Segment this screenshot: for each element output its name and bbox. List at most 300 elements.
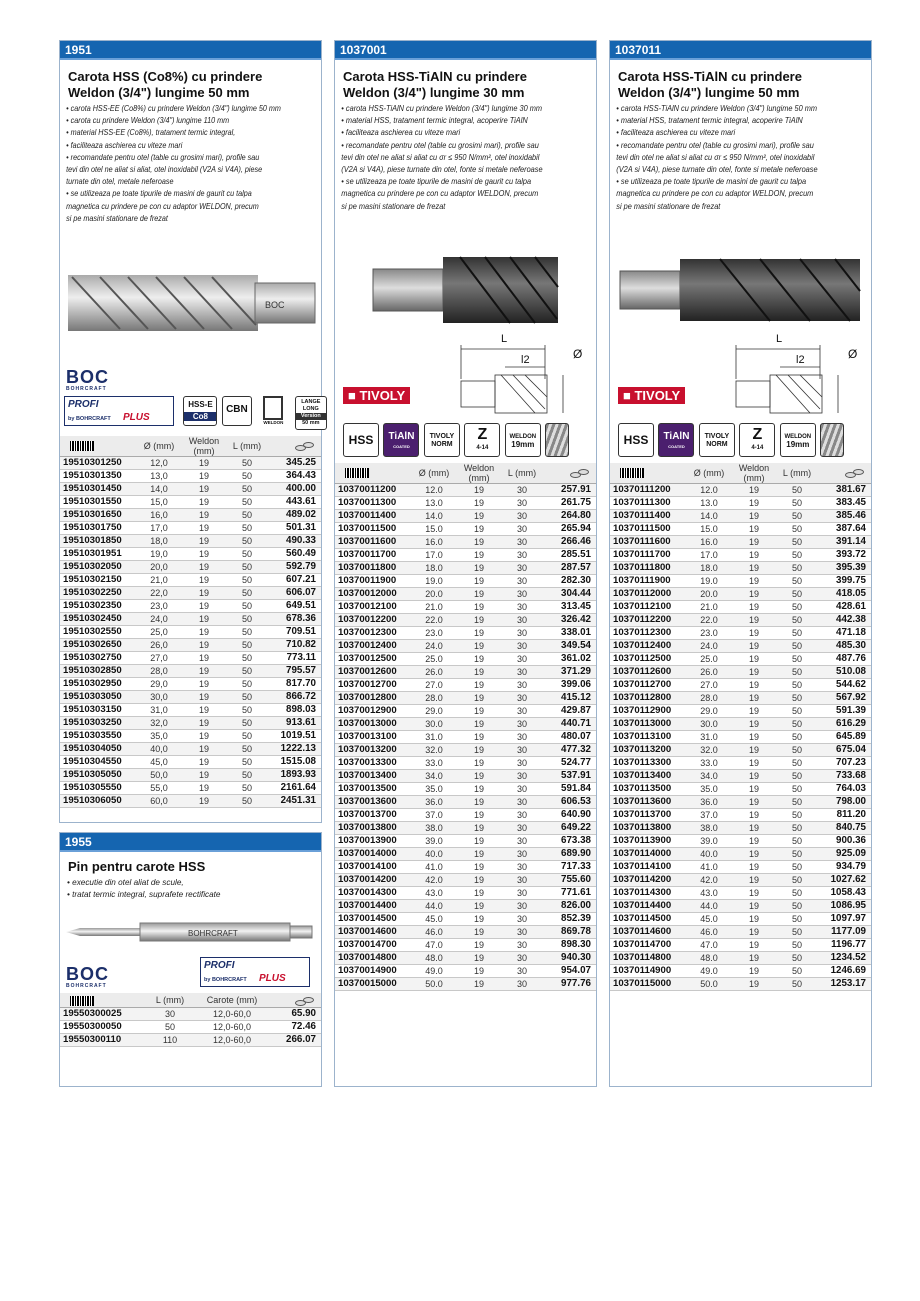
section-code: 1955: [60, 833, 321, 852]
product-code: 10370014000: [335, 847, 415, 860]
price: 487.76: [814, 652, 871, 665]
spec-value: 19: [453, 912, 505, 925]
table-row: [335, 756, 596, 769]
spec-value: 19: [178, 756, 230, 769]
product-code: 10370012100: [335, 600, 415, 613]
spec-value: 19: [453, 886, 505, 899]
tivoly-logo: ■ TIVOLY: [618, 387, 685, 404]
spec-value: 30: [505, 834, 539, 847]
product-code: 19510302150: [60, 574, 140, 587]
product-code: 10370011700: [335, 548, 415, 561]
table-row: [60, 613, 321, 626]
spec-value: 15,0: [140, 496, 178, 509]
spec-value: 19: [178, 717, 230, 730]
spec-value: 30: [505, 938, 539, 951]
product-code: 19550300025: [60, 1007, 140, 1020]
table-row: [610, 665, 871, 678]
product-code: 10370111300: [610, 496, 690, 509]
spec-value: 35.0: [415, 782, 453, 795]
product-code: 10370114900: [610, 964, 690, 977]
product-code: 10370011300: [335, 496, 415, 509]
description-line: magnetica cu prindere pe con cu adaptor WELDON, precum: [66, 201, 259, 211]
spec-value: 19: [178, 509, 230, 522]
spec-value: 19: [728, 847, 780, 860]
price: 345.25: [264, 457, 321, 470]
description: [60, 103, 290, 225]
weldon-badge: WELDON: [256, 396, 290, 430]
spec-value: 39.0: [415, 834, 453, 847]
price: 1515.08: [264, 756, 321, 769]
spec-value: 50: [230, 717, 264, 730]
spec-value: 50: [780, 938, 814, 951]
table-row: [610, 977, 871, 990]
spec-value: 19: [728, 626, 780, 639]
spec-value: 50: [780, 678, 814, 691]
profi-plus-logo: PROFI by BOHRCRAFT PLUS: [64, 396, 174, 426]
table-row: [335, 678, 596, 691]
price-coins-icon: [845, 468, 865, 478]
spec-value: 50: [230, 587, 264, 600]
price-table: L (mm) Carote (mm) 19550300025 30 12,0-60,0 65.90 19550300050 50 12,0-60,0 72.46 19550300110 110 12,0-60,0 266.07: [60, 993, 321, 1047]
spec-value: 32.0: [690, 743, 728, 756]
price: 934.79: [814, 860, 871, 873]
table-row: [60, 1033, 321, 1046]
spec-value: 30: [505, 639, 539, 652]
product-code: 10370114800: [610, 951, 690, 964]
table-row: [60, 509, 321, 522]
spec-value: 110: [140, 1033, 200, 1046]
price: 773.11: [264, 652, 321, 665]
table-row: [610, 535, 871, 548]
section-1951: [59, 40, 322, 823]
table-row: [610, 652, 871, 665]
table-row: [335, 587, 596, 600]
table-row: [335, 899, 596, 912]
table-row: [60, 626, 321, 639]
table-row: [335, 977, 596, 990]
table-row: [610, 587, 871, 600]
table-row: [60, 483, 321, 496]
spec-value: 19: [728, 613, 780, 626]
spec-value: 30: [505, 522, 539, 535]
spec-value: 50: [780, 587, 814, 600]
price: 1234.52: [814, 951, 871, 964]
table-row: [610, 704, 871, 717]
description-line: si pe masini stationare de frezat: [616, 201, 721, 211]
spec-value: 30: [505, 626, 539, 639]
spec-value: 19: [178, 574, 230, 587]
table-row: [610, 730, 871, 743]
spec-value: 12,0: [140, 457, 178, 470]
spec-value: 19: [178, 782, 230, 795]
product-code: 10370013400: [335, 769, 415, 782]
barcode-icon: [70, 441, 94, 451]
product-code: 19510302950: [60, 678, 140, 691]
product-code: 10370111700: [610, 548, 690, 561]
table-row: [610, 938, 871, 951]
product-code: 19510303550: [60, 730, 140, 743]
spec-value: 30: [505, 821, 539, 834]
spec-value: 19: [178, 496, 230, 509]
price: 913.61: [264, 717, 321, 730]
price: 391.14: [814, 535, 871, 548]
product-code: 10370015000: [335, 977, 415, 990]
price: 869.78: [539, 925, 596, 938]
section-title: Carota HSS-TiAlN cu prindere Weldon (3/4") lungime 50 mm: [618, 69, 802, 100]
table-row: [335, 834, 596, 847]
spec-value: 14.0: [690, 509, 728, 522]
price: 567.92: [814, 691, 871, 704]
spec-value: 50: [230, 691, 264, 704]
product-code: 10370113600: [610, 795, 690, 808]
spec-value: 29,0: [140, 678, 178, 691]
product-code: 10370014100: [335, 860, 415, 873]
spec-value: 17.0: [690, 548, 728, 561]
table-row: [60, 730, 321, 743]
spec-value: 19: [728, 483, 780, 496]
spec-value: 24.0: [690, 639, 728, 652]
table-row: [335, 821, 596, 834]
spec-value: 19: [453, 509, 505, 522]
spec-value: 19: [728, 795, 780, 808]
table-row: [610, 860, 871, 873]
spec-value: 21,0: [140, 574, 178, 587]
spec-value: 19: [728, 548, 780, 561]
tivoly-norm-badge: TIVOLY NORM: [699, 423, 735, 457]
spec-value: 27.0: [690, 678, 728, 691]
spec-value: 50: [230, 756, 264, 769]
spec-value: 19: [728, 899, 780, 912]
spec-value: 20.0: [690, 587, 728, 600]
spec-value: 12,0-60,0: [200, 1020, 264, 1033]
spec-value: 29.0: [415, 704, 453, 717]
core-drill-image: [60, 255, 323, 360]
spec-value: 19: [728, 938, 780, 951]
price: 313.45: [539, 600, 596, 613]
table-row: [610, 873, 871, 886]
barcode-icon: [70, 996, 94, 1006]
pin-engraving: BOHRCRAFT: [188, 929, 238, 939]
spec-value: 36.0: [415, 795, 453, 808]
price: 1027.62: [814, 873, 871, 886]
spec-value: 45,0: [140, 756, 178, 769]
spec-value: 29.0: [690, 704, 728, 717]
spec-value: 13.0: [415, 496, 453, 509]
core-drill-image: [610, 239, 873, 339]
description-line: tevi din otel ne aliat si aliat cu σr ≤ 950 N/mm², otel inoxidabil: [616, 152, 815, 162]
table-row: [335, 860, 596, 873]
spec-value: 30: [505, 964, 539, 977]
brand-logo: BOC BOHRCRAFT: [66, 367, 109, 393]
spec-value: 18.0: [690, 561, 728, 574]
table-row: [610, 496, 871, 509]
hss-badge: HSS: [618, 423, 654, 457]
product-image: [335, 239, 596, 339]
spec-value: 60,0: [140, 795, 178, 808]
product-code: 10370114200: [610, 873, 690, 886]
product-code: 10370113100: [610, 730, 690, 743]
product-code: 19510302450: [60, 613, 140, 626]
spec-value: 37.0: [415, 808, 453, 821]
spec-value: 25.0: [690, 652, 728, 665]
product-code: 19510301650: [60, 509, 140, 522]
spec-value: 35.0: [690, 782, 728, 795]
price: 383.45: [814, 496, 871, 509]
spec-value: 19: [453, 938, 505, 951]
product-code: 10370113900: [610, 834, 690, 847]
tivoly-norm-badge: TIVOLY NORM: [424, 423, 460, 457]
table-row: [335, 886, 596, 899]
spec-value: 19: [178, 561, 230, 574]
spec-value: 19: [453, 522, 505, 535]
cbn-badge: CBN: [222, 396, 252, 426]
spec-value: 19: [453, 964, 505, 977]
spec-value: 19: [178, 522, 230, 535]
spec-value: 32,0: [140, 717, 178, 730]
description-line: • carota HSS-TiAlN cu prindere Weldon (3/4") lungime 50 mm: [616, 104, 818, 113]
spec-value: 19: [178, 691, 230, 704]
table-row: [610, 574, 871, 587]
spec-value: 43.0: [690, 886, 728, 899]
engraving: BOC: [265, 300, 285, 311]
table-row: [610, 821, 871, 834]
table-row: [60, 639, 321, 652]
spec-value: 30: [505, 678, 539, 691]
product-code: 10370112300: [610, 626, 690, 639]
price: 415.12: [539, 691, 596, 704]
spec-value: 19: [453, 795, 505, 808]
price: 485.30: [814, 639, 871, 652]
spec-value: 24.0: [415, 639, 453, 652]
spec-value: 13,0: [140, 470, 178, 483]
spec-value: 19: [728, 860, 780, 873]
product-image: [60, 255, 321, 360]
spec-value: 40.0: [415, 847, 453, 860]
spec-value: 50: [230, 548, 264, 561]
spec-value: 19: [728, 600, 780, 613]
spec-value: 30: [505, 691, 539, 704]
table-row: [335, 743, 596, 756]
product-code: 19510306050: [60, 795, 140, 808]
spec-value: 16.0: [690, 535, 728, 548]
product-code: 10370014400: [335, 899, 415, 912]
product-code: 10370014800: [335, 951, 415, 964]
table-row: [610, 886, 871, 899]
l2-label: l2: [521, 353, 530, 366]
spec-value: 47.0: [690, 938, 728, 951]
product-code: 10370011800: [335, 561, 415, 574]
hss-e-badge: HSS-E Co8: [183, 396, 217, 426]
table-row: [335, 795, 596, 808]
product-code: 10370014600: [335, 925, 415, 938]
spec-value: 19: [728, 834, 780, 847]
spec-value: 30: [505, 561, 539, 574]
product-code: 10370112700: [610, 678, 690, 691]
price: 2451.31: [264, 795, 321, 808]
spec-value: 50: [780, 496, 814, 509]
product-code: 19510301350: [60, 470, 140, 483]
price: 645.89: [814, 730, 871, 743]
spec-value: 19: [728, 821, 780, 834]
price: 524.77: [539, 756, 596, 769]
table-row: [610, 548, 871, 561]
product-code: 19550300050: [60, 1020, 140, 1033]
table-row: [60, 522, 321, 535]
dimension-drawing: [610, 332, 871, 415]
spec-value: 19: [728, 730, 780, 743]
spec-value: 19: [178, 652, 230, 665]
table-row: [60, 782, 321, 795]
spec-value: 19: [178, 613, 230, 626]
price-table: Ø (mm) Weldon (mm) L (mm) 10370011200 12.0 19 30 257.91 10370011300 13.0 19 30 261.75 10370011400 14.0 19 30 264.80 10370011500 15.0 19 30 265.94 10370011600 16.0 19 30 266.46 10370011700 17.0 19 30 285.51 10370011800 18.0 19 30 287.57 10370011900 19.0 19 30 282.30 10370012000 20.0 19 30 304.44 10370012100 21.0 19 30 313.45 10370012200 22.0 19 30 326.42 10370012300 23.0 19 30 338.01 10370012400 24.0 19 30 349.54 10370012500 25.0 19 30 361.02 10370012600 26.0 19 30 371.29 10370012700 27.0 19 30 399.06 10370012800 28.0 19 30 415.12 10370012900 29.0 19 30 429.87 10370013000 30.0 19 30 440.71 10370013100 31.0 19 30 480.07 10370013200 32.0 19 30 477.32 10370013300 33.0 19 30 524.77 10370013400 34.0 19 30 537.91 10370013500 35.0 19 30 591.84 10370013600 36.0 19 30 606.53 10370013700 37.0 19 30 640.90 10370013800 38.0 19 30 649.22 10370013900 39.0 19 30 673.38 10370014000 40.0 19 30 689.90 10370014100 41.0 19 30 717.33 10370014200 42.0 19 30 755.60 10370014300 43.0 19 30 771.61 10370014400 44.0 19 30 826.00 10370014500 45.0 19 30 852.39 10370014600 46.0 19 30 869.78 10370014700 47.0 19 30 898.30 10370014800 48.0 19 30 940.30 10370014900 49.0 19 30 954.07 10370015000 50.0 19 30 977.76: [335, 463, 596, 991]
table-row: [335, 964, 596, 977]
table-row: [60, 704, 321, 717]
spec-value: 36.0: [690, 795, 728, 808]
spec-value: 50: [780, 795, 814, 808]
product-code: 10370114600: [610, 925, 690, 938]
core-drill-image: [335, 239, 598, 339]
price: 795.57: [264, 665, 321, 678]
spec-value: 50: [230, 600, 264, 613]
product-code: 10370011400: [335, 509, 415, 522]
spec-value: 50: [230, 626, 264, 639]
description-line: • recomandate pentru otel (table cu grosimi mari), profile sau: [616, 140, 814, 150]
spec-value: 19.0: [415, 574, 453, 587]
spec-value: 19: [728, 925, 780, 938]
price: 1196.77: [814, 938, 871, 951]
spec-value: 30: [505, 808, 539, 821]
spec-value: 50: [780, 977, 814, 990]
spec-value: 30: [505, 574, 539, 587]
spec-value: 14.0: [415, 509, 453, 522]
table-row: [610, 899, 871, 912]
spec-value: 16.0: [415, 535, 453, 548]
spec-value: 50: [780, 574, 814, 587]
price: 1097.97: [814, 912, 871, 925]
spec-value: 19: [728, 535, 780, 548]
spec-value: 50: [780, 834, 814, 847]
tialn-badge: TiAlN COATED: [383, 423, 419, 457]
table-row: [60, 548, 321, 561]
spec-value: 19: [178, 470, 230, 483]
spec-value: 24,0: [140, 613, 178, 626]
spec-value: 50: [230, 743, 264, 756]
table-row: [610, 847, 871, 860]
product-code: 10370013900: [335, 834, 415, 847]
price: 326.42: [539, 613, 596, 626]
price: 501.31: [264, 522, 321, 535]
product-code: 10370012800: [335, 691, 415, 704]
spec-value: 30: [505, 977, 539, 990]
spec-value: 26.0: [415, 665, 453, 678]
spec-value: 50: [230, 470, 264, 483]
spec-value: 21.0: [690, 600, 728, 613]
spec-value: 50: [780, 613, 814, 626]
spec-value: 19: [453, 548, 505, 561]
price: 349.54: [539, 639, 596, 652]
price: 287.57: [539, 561, 596, 574]
table-row: [60, 795, 321, 808]
spec-value: 26,0: [140, 639, 178, 652]
spec-value: 30: [505, 665, 539, 678]
spec-value: 17,0: [140, 522, 178, 535]
spec-value: 19: [453, 977, 505, 990]
table-row: [335, 717, 596, 730]
price: 364.43: [264, 470, 321, 483]
price: 649.22: [539, 821, 596, 834]
profi-plus-logo: PROFI by BOHRCRAFT PLUS: [200, 957, 310, 987]
price: 898.03: [264, 704, 321, 717]
spec-value: 19: [453, 678, 505, 691]
spec-value: 19: [728, 756, 780, 769]
price: 606.07: [264, 587, 321, 600]
product-code: 10370011900: [335, 574, 415, 587]
price: 1222.13: [264, 743, 321, 756]
table-row: [610, 782, 871, 795]
table-row: [610, 509, 871, 522]
spec-value: 17.0: [415, 548, 453, 561]
spec-value: 50: [780, 756, 814, 769]
spec-value: 22.0: [415, 613, 453, 626]
description-line: si pe masini stationare de frezat: [341, 201, 446, 211]
spec-value: 19: [178, 665, 230, 678]
table-row: [610, 639, 871, 652]
price: 717.33: [539, 860, 596, 873]
spec-value: 30.0: [415, 717, 453, 730]
spec-value: 50: [780, 743, 814, 756]
price: 678.36: [264, 613, 321, 626]
product-code: 10370112500: [610, 652, 690, 665]
spec-value: 27,0: [140, 652, 178, 665]
spec-value: 50: [780, 535, 814, 548]
spec-value: 19: [453, 691, 505, 704]
product-code: 10370112900: [610, 704, 690, 717]
spec-value: 19: [453, 639, 505, 652]
spec-value: 50: [780, 600, 814, 613]
price: 798.00: [814, 795, 871, 808]
spec-value: 19: [178, 587, 230, 600]
spec-value: 30: [505, 912, 539, 925]
price: 418.05: [814, 587, 871, 600]
spec-value: 19: [178, 457, 230, 470]
product-code: 10370113700: [610, 808, 690, 821]
product-code: 10370113300: [610, 756, 690, 769]
spec-value: 28.0: [690, 691, 728, 704]
product-code: 10370114700: [610, 938, 690, 951]
spec-value: 19: [728, 873, 780, 886]
spec-value: 50: [780, 847, 814, 860]
table-row: [335, 951, 596, 964]
table-row: [335, 561, 596, 574]
price: 954.07: [539, 964, 596, 977]
spec-value: 30: [505, 509, 539, 522]
price: 1086.95: [814, 899, 871, 912]
spec-value: 19: [728, 912, 780, 925]
spec-value: 50: [230, 457, 264, 470]
spec-value: 19: [453, 652, 505, 665]
section-code: 1037001: [335, 41, 596, 60]
price: 442.38: [814, 613, 871, 626]
spec-value: 20,0: [140, 561, 178, 574]
spec-value: 23.0: [690, 626, 728, 639]
description-line: • carota cu prindere Weldon (3/4") lungime 110 mm: [66, 116, 230, 126]
table-row: [335, 665, 596, 678]
spec-value: 45.0: [415, 912, 453, 925]
spec-value: 33.0: [415, 756, 453, 769]
spec-value: 30: [505, 925, 539, 938]
spec-value: 30: [505, 587, 539, 600]
product-code: 19510301450: [60, 483, 140, 496]
